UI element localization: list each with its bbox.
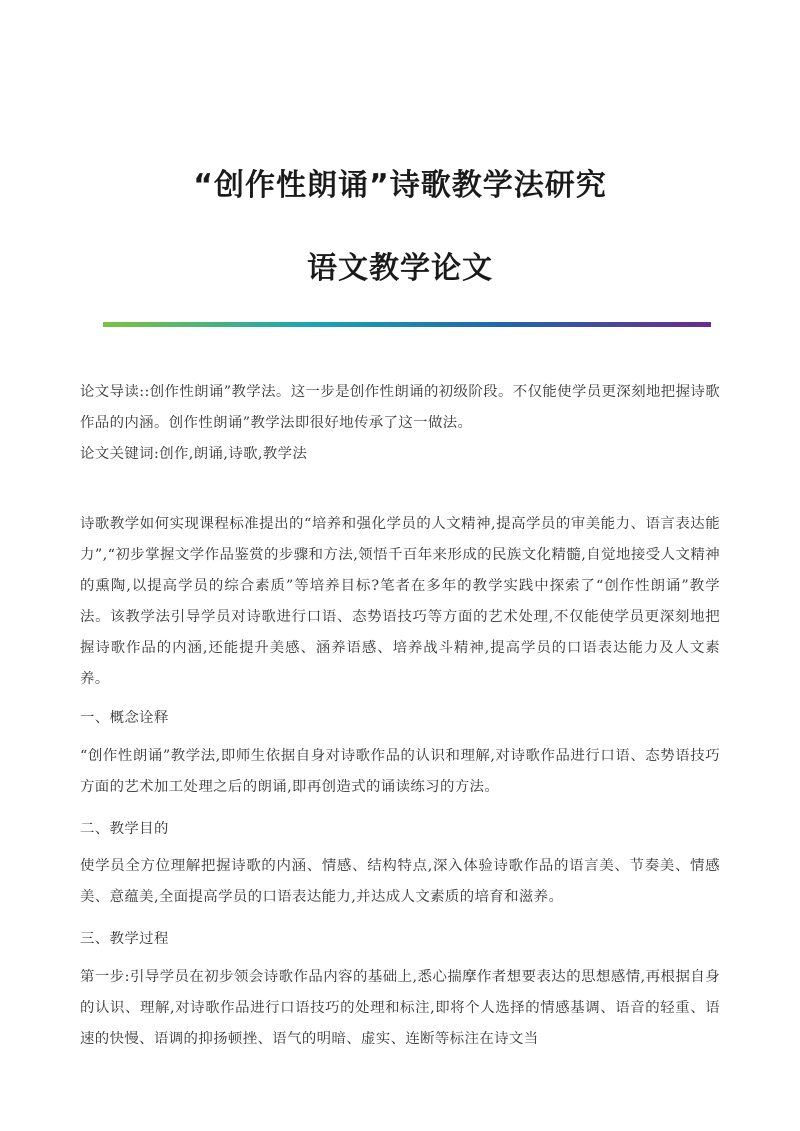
- section-heading-process: 三、教学过程: [80, 931, 169, 947]
- section-heading-purpose: 二、教学目的: [80, 821, 169, 837]
- title-line-2: 语文教学论文: [307, 251, 493, 286]
- gradient-divider: [103, 322, 711, 327]
- intro-paragraph: 诗歌教学如何实现课程标准提出的“培养和强化学员的人文精神,提高学员的审美能力、语言表达能力”,“初步掌握文学作品鉴赏的步骤和方法,领悟千百年来形成的民族文化精髓,自觉地接受人文精神的熏陶,以提高学员的综合素质”等培养目标?笔者在多年的教学实践中探索了“创作性朗诵”教学法。该教学法引导学员对诗歌进行口语、态势语技巧等方面的艺术处理,不仅能使学员更深刻地把握诗歌作品的内涵,还能提升美感、涵养语感、培养战斗精神,提高学员的口语表达能力及人文素养。: [80, 516, 720, 687]
- section-text-process: 第一步:引导学员在初步领会诗歌作品内容的基础上,悉心揣摩作者想要表达的思想感情,再根据自身的认识、理解,对诗歌作品进行口语技巧的处理和标注,即将个人选择的情感基调、语音的轻重、语速的快慢、语调的抑扬顿挫、语气的明暗、虚实、连断等标注在诗文当: [80, 969, 720, 1047]
- section-text-concept: “创作性朗诵”教学法,即师生依据自身对诗歌作品的认识和理解,对诗歌作品进行口语、态势语技巧方面的艺术加工处理之后的朗诵,即再创造式的诵读练习的方法。: [80, 748, 720, 795]
- title-line-1: “创作性朗诵”诗歌教学法研究: [193, 168, 607, 203]
- section-heading-concept: 一、概念诠释: [80, 710, 169, 726]
- abstract-paragraph: 论文导读::创作性朗诵”教学法。这一步是创作性朗诵的初级阶段。不仅能使学员更深刻地把握诗歌作品的内涵。创作性朗诵”教学法即很好地传承了这一做法。: [80, 384, 720, 431]
- keywords-line: 论文关键词:创作,朗诵,诗歌,教学法: [80, 446, 308, 462]
- section-text-purpose: 使学员全方位理解把握诗歌的内涵、情感、结构特点,深入体验诗歌作品的语言美、节奏美、情感美、意蕴美,全面提高学员的口语表达能力,并达成人文素质的培育和滋养。: [80, 858, 720, 905]
